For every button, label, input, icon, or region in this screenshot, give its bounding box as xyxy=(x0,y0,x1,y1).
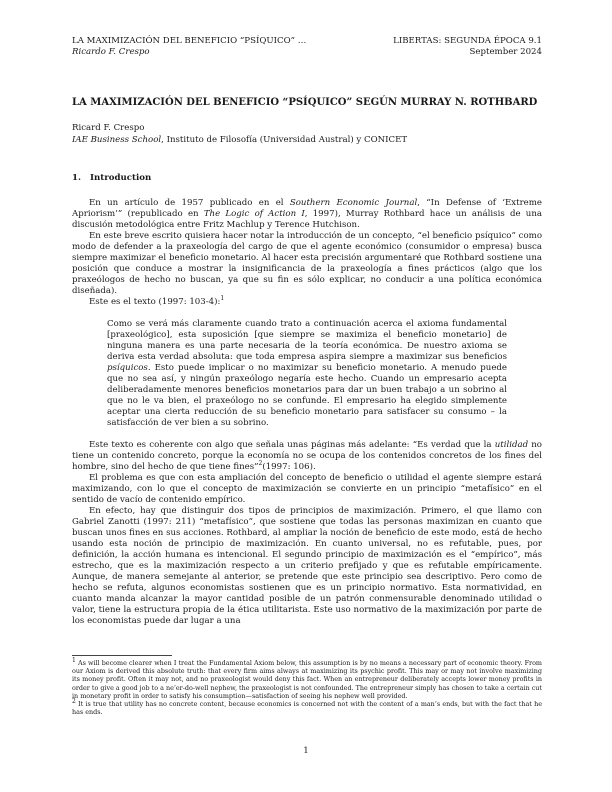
p1-text-a: En un artículo de 1957 publicado en el xyxy=(89,198,290,208)
paragraph-2: En este breve escrito quisiera hacer notar la introducción de un concepto, “el beneficio psíquico” como modo de defender a la praxeología del cargo de que el agente económico (consumidor o empresa) busca siempre maximizar el beneficio monetario. Al hacer esta precisión argumentaré que Rothbard sostiene una posición que conduce a mostrar la insignificancia de la praxeología a fines prácticos (algo que los praxeólogos de hecho no buscan, ya que su fin es sólo explicar, no conducir a una política económica diseñada). xyxy=(72,231,542,296)
paragraph-3 xyxy=(72,297,542,308)
p1-text-c: , 1997), Murray Rothbard hace un análisis de una discusión metodológica entre Fritz Machlup y Terence Hutchison. xyxy=(72,209,542,230)
footnote-2-mark: 2 xyxy=(72,697,76,705)
paragraph-1 xyxy=(72,198,542,231)
p4-text-c: (1997: 106). xyxy=(262,462,316,472)
section-number: 1. xyxy=(72,173,81,183)
block-quote xyxy=(107,319,507,429)
header-journal: LIBERTAS: SEGUNDA ÉPOCA 9.1 xyxy=(393,36,542,46)
quote-italic: psíquicos xyxy=(107,363,148,373)
header-running-title: LA MAXIMIZACIÓN DEL BENEFICIO “PSÍQUICO” … xyxy=(72,36,307,46)
quote-text-a: Como se verá más claramente cuando trato a continuación acerca el axioma fundamental [praxeológico], esta suposición [que siempre se maximiza el beneficio monetario] de ninguna manera es una parte necesaria de la teoría económica. De nuestro axioma se deriva esta verdad absoluta: que toda empresa aspira siempre a maximizar sus beneficios xyxy=(107,319,507,362)
footnote-ref-2[interactable]: 2 xyxy=(258,460,263,468)
p1-journal: Southern Economic Journal xyxy=(289,198,418,208)
page-number: 1 xyxy=(303,746,309,756)
p4-italic: utilidad xyxy=(494,440,529,450)
header-right xyxy=(393,36,542,58)
affiliation-school: IAE Business School xyxy=(72,134,162,145)
p4-text-a: Este texto es coherente con algo que señala unas páginas más adelante: “Es verdad que la xyxy=(89,440,495,450)
author-block xyxy=(72,123,542,146)
footnote-2 xyxy=(72,697,542,717)
p3-text: Este es el texto (1997: 103-4): xyxy=(89,297,221,307)
section-title: Introduction xyxy=(90,173,152,183)
body-text xyxy=(72,198,542,627)
header-left xyxy=(72,36,306,58)
author-affiliation xyxy=(72,135,542,147)
footnote-divider xyxy=(72,655,172,656)
footnote-1-mark: 1 xyxy=(72,656,76,664)
p1-text-b: , “In Defense of ‘Extreme Apriorism’” (republicado en xyxy=(72,198,542,219)
section-heading xyxy=(72,173,542,183)
header-date: September 2024 xyxy=(469,47,542,57)
p4-text-b: no tiene un contenido concreto, porque la economía no se ocupa de los contenidos concretos de los fines del hombre, sino del hecho de que tiene fines” xyxy=(72,440,542,472)
paragraph-6: En efecto, hay que distinguir dos tipos de principios de maximización. Primero, el que llamo con Gabriel Zanotti (1997: 211) “metafísico”, que sostiene que todas las personas maximizan en cuanto que buscan unos fines en sus acciones. Rothbard, al ampliar la noción de beneficio de este modo, está de hecho usando esta noción de principio de maximización. En cuanto universal, no es refutable, pues, por definición, la acción humana es intencional. El segundo principio de maximización es el “empírico”, más estrecho, que es la maximización respecto a un criterio prefijado y que es refutable empíricamente. Aunque, de manera semejante al anterior, se pretende que este principio sea descriptivo. Pero como de hecho se refuta, algunos economistas sostienen que es un principio normativo. Esta normatividad, en cuanto manda alcanzar la mayor cantidad posible de un patrón conmensurable denominado utilidad o valor, tiene la estructura propia de la ética utilitarista. Este uso normativo de la maximización por parte de los economistas puede dar lugar a una xyxy=(72,506,542,626)
p1-book: The Logic of Action I xyxy=(203,209,305,219)
footnote-1 xyxy=(72,656,542,700)
footnote-1-text: As will become clearer when I treat the Fundamental Axiom below, this assumption is by no means a necessary part of economic theory. From our Axiom is derived this absolute truth: that every firm aims always at maximizing its psychic profit. This may or may not involve maximizing its money profit. Often it may not, and no praxeologist would deny this fact. When an entrepreneur deliberately accepts lower money profits in order to give a good job to a ne’er-do-well nephew, the praxeologist is not confounded. The entrepreneur simply has chosen to take a certain cut in monetary profit in order to satisfy his consumption—satisfaction of seeing his nephew well provided. xyxy=(72,659,542,700)
affiliation-rest: , Instituto de Filosofía (Universidad Austral) y CONICET xyxy=(161,134,408,145)
footnote-ref-1[interactable]: 1 xyxy=(220,295,225,303)
quote-text-b: . Esto puede implicar o no maximizar su beneficio monetario. A menudo puede que no sea así, y ningún praxeólogo negaría este hecho. Cuando un empresario acepta deliberadamente menores beneficios monetarios para dar un buen trabajo a un sobrino al que no le va bien, el praxeólogo no se confunde. El empresario ha elegido simplemente aceptar una cierta reducción de su beneficio monetario para satisfacer su consumo – la satisfacción de ver bien a su sobrino. xyxy=(107,363,507,428)
paragraph-4 xyxy=(72,440,542,473)
author-name: Ricard F. Crespo xyxy=(72,123,145,133)
paper-title: LA MAXIMIZACIÓN DEL BENEFICIO “PSÍQUICO” SEGÚN MURRAY N. ROTHBARD xyxy=(72,97,538,108)
header-author: Ricardo F. Crespo xyxy=(72,47,150,57)
paragraph-5: El problema es que con esta ampliación del concepto de beneficio o utilidad el agente siempre estará maximizando, con lo que el concepto de maximización se convierte en un principio “metafísico” en el sentido de vacío de contenido empírico. xyxy=(72,473,542,505)
footnotes xyxy=(72,656,542,717)
footnote-2-text: It is true that utility has no concrete content, because economics is concerned not with the content of a man’s ends, but with the fact that he has ends. xyxy=(72,700,542,717)
